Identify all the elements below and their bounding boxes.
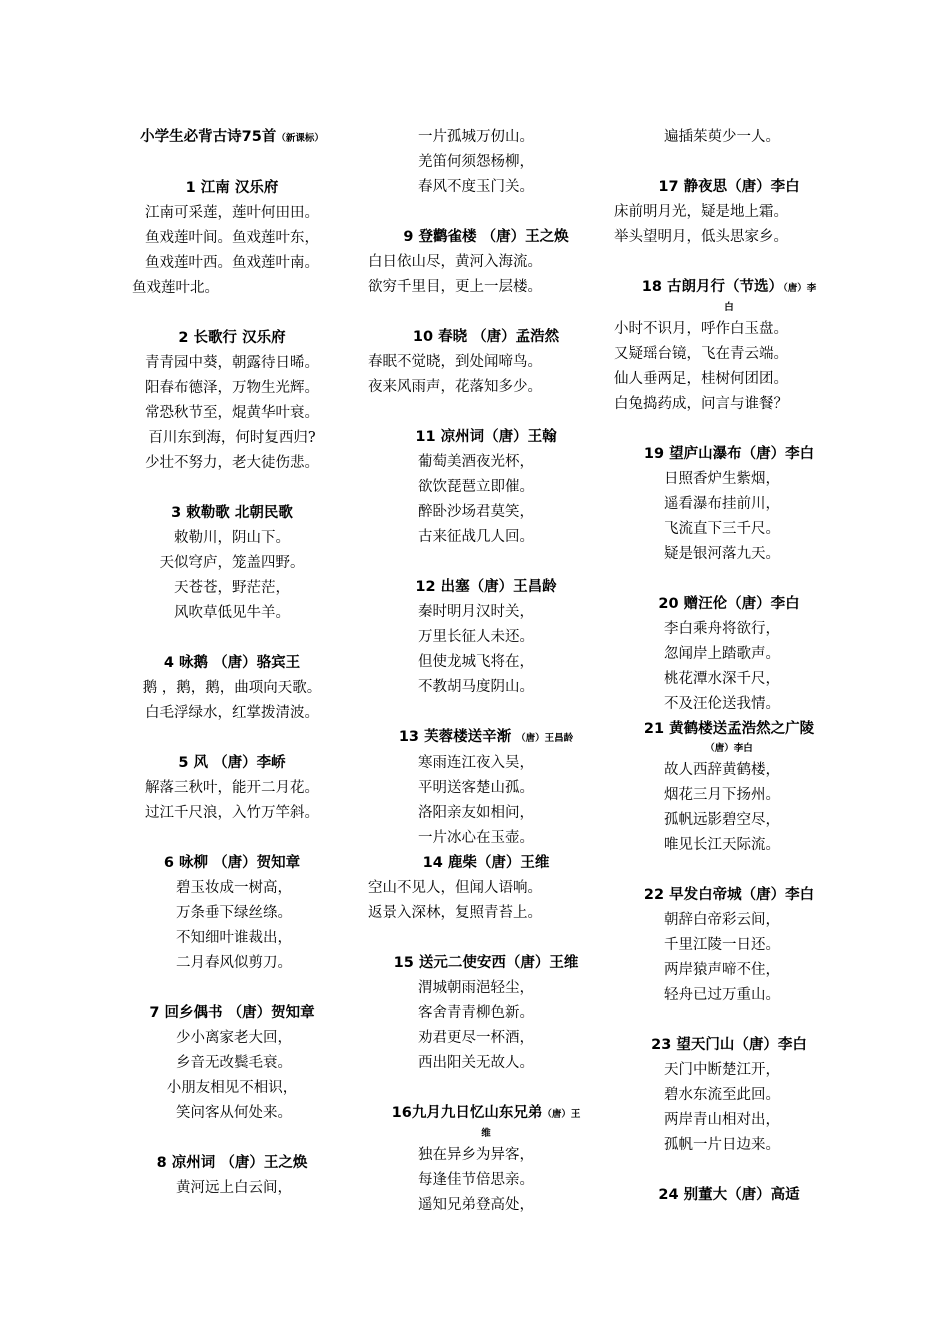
poem-author-note-wrap: 白 bbox=[724, 302, 734, 313]
poem-line: 白兔捣药成，问言与谁餐？ bbox=[614, 396, 788, 412]
poem-line: 葡萄美酒夜光杯， bbox=[418, 454, 534, 470]
poem-title: 15 送元二使安西（唐）王维 bbox=[393, 955, 579, 971]
poem-title: 7 回乡偶书 （唐）贺知章 bbox=[149, 1005, 315, 1021]
poem-line: 阳春布德泽，万物生光辉。 bbox=[145, 380, 319, 396]
poem-line: 忽闻岸上踏歌声。 bbox=[664, 646, 780, 662]
poem-line: 过江千尺浪，入竹万竿斜。 bbox=[145, 805, 319, 821]
poem-title: 9 登鹳雀楼 （唐）王之焕 bbox=[403, 229, 569, 245]
poem-line: 鱼戏莲叶西。鱼戏莲叶南。 bbox=[145, 255, 319, 271]
poem-title: 21 黄鹤楼送孟浩然之广陵 （唐）李白 bbox=[614, 717, 844, 758]
poem-line: 朝辞白帝彩云间， bbox=[664, 912, 780, 928]
poem-line: 唯见长江天际流。 bbox=[664, 837, 780, 853]
poem-line: 轻舟已过万重山。 bbox=[664, 987, 780, 1003]
poem-title: 2 长歌行 汉乐府 bbox=[178, 330, 286, 346]
poem-line: 不及汪伦送我情。 bbox=[664, 696, 780, 712]
poem-line: 古来征战几人回。 bbox=[418, 529, 534, 545]
poem-line: 欲饮琵琶立即催。 bbox=[418, 479, 534, 495]
poem-line: 乡音无改鬓毛衰。 bbox=[176, 1055, 292, 1071]
poem-line: 白日依山尽，黄河入海流。 bbox=[368, 254, 542, 270]
column-1 bbox=[126, 125, 338, 1201]
poem-title: 8 凉州词 （唐）王之焕 bbox=[156, 1155, 308, 1171]
poem-line: 孤帆一片日边来。 bbox=[664, 1137, 780, 1153]
poem-line: 鹅 ，鹅，鹅，曲项向天歌。 bbox=[142, 680, 322, 696]
poem-title: 4 咏鹅 （唐）骆宾王 bbox=[163, 655, 301, 671]
poem-line: 鱼戏莲叶间。鱼戏莲叶东， bbox=[145, 230, 319, 246]
poem-line: 西出阳关无故人。 bbox=[418, 1055, 534, 1071]
poem-line: 劝君更尽一杯酒， bbox=[418, 1030, 534, 1046]
poem-title: 20 赠汪伦（唐）李白 bbox=[658, 596, 800, 612]
poem-author-note: （唐）王 bbox=[542, 1109, 581, 1120]
poem-line: 黄河远上白云间， bbox=[176, 1180, 292, 1196]
poem-line: 空山不见人，但闻人语响。 bbox=[368, 880, 542, 896]
document-title: 小学生必背古诗75首（新课标） bbox=[140, 129, 324, 145]
poem-title: 11 凉州词（唐）王翰 bbox=[415, 429, 557, 445]
poem-line: 碧水东流至此回。 bbox=[664, 1087, 780, 1103]
poem-line: 仙人垂两足，桂树何团团。 bbox=[614, 371, 788, 387]
poem-line: 飞流直下三千尺。 bbox=[664, 521, 780, 537]
poem-line: 小朋友相见不相识， bbox=[166, 1080, 298, 1096]
poem-line: 遥知兄弟登高处， bbox=[418, 1197, 534, 1213]
poem-line: 疑是银河落九天。 bbox=[664, 546, 780, 562]
poem-line: 春眠不觉晓，到处闻啼鸟。 bbox=[368, 354, 542, 370]
poem-author-note: （唐）王昌龄 bbox=[516, 733, 574, 744]
poem-title: 18 古朗月行（节选）（唐）李 白 bbox=[614, 275, 844, 317]
poem-line: 碧玉妆成一树高， bbox=[176, 880, 292, 896]
poem-line: 万里长征人未还。 bbox=[418, 629, 534, 645]
poem-line: 渭城朝雨浥轻尘， bbox=[418, 980, 534, 996]
column-2 bbox=[368, 125, 604, 1218]
poem-title: 16九月九日忆山东兄弟（唐）王 维 bbox=[368, 1101, 604, 1143]
poem-title: 6 咏柳 （唐）贺知章 bbox=[163, 855, 301, 871]
poem-title: 12 出塞（唐）王昌龄 bbox=[415, 579, 557, 595]
poem-title: 10 春晓 （唐）孟浩然 bbox=[412, 329, 560, 345]
poem-line: 两岸猿声啼不住， bbox=[664, 962, 780, 978]
poem-line: 江南可采莲，莲叶何田田。 bbox=[145, 205, 319, 221]
poem-title: 23 望天门山（唐）李白 bbox=[651, 1037, 807, 1053]
poem-line: 万条垂下绿丝绦。 bbox=[176, 905, 292, 921]
poem-line: 寒雨连江夜入吴， bbox=[418, 755, 534, 771]
poem-title: 13 芙蓉楼送辛渐 （唐）王昌龄 bbox=[398, 729, 574, 745]
poem-line: 两岸青山相对出， bbox=[664, 1112, 780, 1128]
poem-line: 独在异乡为异客， bbox=[418, 1147, 534, 1163]
poem-line: 孤帆远影碧空尽， bbox=[664, 812, 780, 828]
poem-line: 一片冰心在玉壶。 bbox=[418, 830, 534, 846]
poem-line: 又疑瑶台镜，飞在青云端。 bbox=[614, 346, 788, 362]
poem-line: 春风不度玉门关。 bbox=[418, 179, 534, 195]
poem-author-note-wrap: 维 bbox=[481, 1128, 491, 1139]
poem-line: 风吹草低见牛羊。 bbox=[174, 605, 290, 621]
poem-title: 1 江南 汉乐府 bbox=[185, 180, 279, 196]
poem-line: 故人西辞黄鹤楼， bbox=[664, 762, 780, 778]
poem-line: 不教胡马度阴山。 bbox=[418, 679, 534, 695]
poem-line: 常恐秋节至，焜黄华叶衰。 bbox=[145, 405, 319, 421]
poem-title: 24 别董大（唐）高适 bbox=[658, 1187, 800, 1203]
poem-title: 5 风 （唐）李峤 bbox=[178, 755, 286, 771]
poem-line: 小时不识月，呼作白玉盘。 bbox=[614, 321, 788, 337]
poem-line: 每逢佳节倍思亲。 bbox=[418, 1172, 534, 1188]
poem-title: 19 望庐山瀑布（唐）李白 bbox=[643, 446, 815, 462]
poem-line: 敕勒川，阴山下。 bbox=[174, 530, 290, 546]
poem-line: 日照香炉生紫烟， bbox=[664, 471, 780, 487]
poem-line: 羌笛何须怨杨柳， bbox=[418, 154, 534, 170]
poem-line: 千里江陵一日还。 bbox=[664, 937, 780, 953]
document-title-note: （新课标） bbox=[276, 133, 324, 144]
poem-line: 客舍青青柳色新。 bbox=[418, 1005, 534, 1021]
poem-line: 一片孤城万仞山。 bbox=[418, 129, 534, 145]
poem-title: 22 早发白帝城（唐）李白 bbox=[643, 887, 815, 903]
poem-line: 少壮不努力，老大徒伤悲。 bbox=[145, 455, 319, 471]
poem-line: 鱼戏莲叶北。 bbox=[132, 280, 219, 296]
poem-line: 青青园中葵，朝露待日晞。 bbox=[145, 355, 319, 371]
poem-line: 桃花潭水深千尺， bbox=[664, 671, 780, 687]
column-3 bbox=[614, 125, 844, 1208]
poem-line: 遍插茱萸少一人。 bbox=[664, 129, 780, 145]
poem-line: 解落三秋叶，能开二月花。 bbox=[145, 780, 319, 796]
poem-line: 少小离家老大回， bbox=[176, 1030, 292, 1046]
poem-line: 不知细叶谁裁出， bbox=[176, 930, 292, 946]
poem-line: 遥看瀑布挂前川， bbox=[664, 496, 780, 512]
poem-line: 笑问客从何处来。 bbox=[176, 1105, 292, 1121]
poem-line: 百川东到海，何时复西归? bbox=[148, 430, 316, 446]
poem-line: 夜来风雨声，花落知多少。 bbox=[368, 379, 542, 395]
poem-line: 秦时明月汉时关， bbox=[418, 604, 534, 620]
poem-author-note-wrap: （唐）李白 bbox=[705, 743, 753, 754]
poem-line: 白毛浮绿水，红掌拨清波。 bbox=[145, 705, 319, 721]
poem-line: 平明送客楚山孤。 bbox=[418, 780, 534, 796]
poem-line: 二月春风似剪刀。 bbox=[176, 955, 292, 971]
poem-line: 天似穹庐，笼盖四野。 bbox=[159, 555, 305, 571]
poem-line: 举头望明月，低头思家乡。 bbox=[614, 229, 788, 245]
poem-title: 17 静夜思（唐）李白 bbox=[658, 179, 800, 195]
poem-line: 烟花三月下扬州。 bbox=[664, 787, 780, 803]
poem-author-note: （唐）李 bbox=[782, 283, 817, 294]
poem-line: 但使龙城飞将在， bbox=[418, 654, 534, 670]
poem-line: 李白乘舟将欲行， bbox=[664, 621, 780, 637]
poem-line: 床前明月光，疑是地上霜。 bbox=[614, 204, 788, 220]
poem-title: 14 鹿柴（唐）王维 bbox=[422, 855, 550, 871]
poem-line: 欲穷千里目，更上一层楼。 bbox=[368, 279, 542, 295]
poem-title: 3 敕勒歌 北朝民歌 bbox=[171, 505, 293, 521]
poem-line: 天门中断楚江开， bbox=[664, 1062, 780, 1078]
poem-line: 返景入深林，复照青苔上。 bbox=[368, 905, 542, 921]
poem-line: 天苍苍，野茫茫， bbox=[174, 580, 290, 596]
poem-line: 醉卧沙场君莫笑， bbox=[418, 504, 534, 520]
poem-line: 洛阳亲友如相问， bbox=[418, 805, 534, 821]
